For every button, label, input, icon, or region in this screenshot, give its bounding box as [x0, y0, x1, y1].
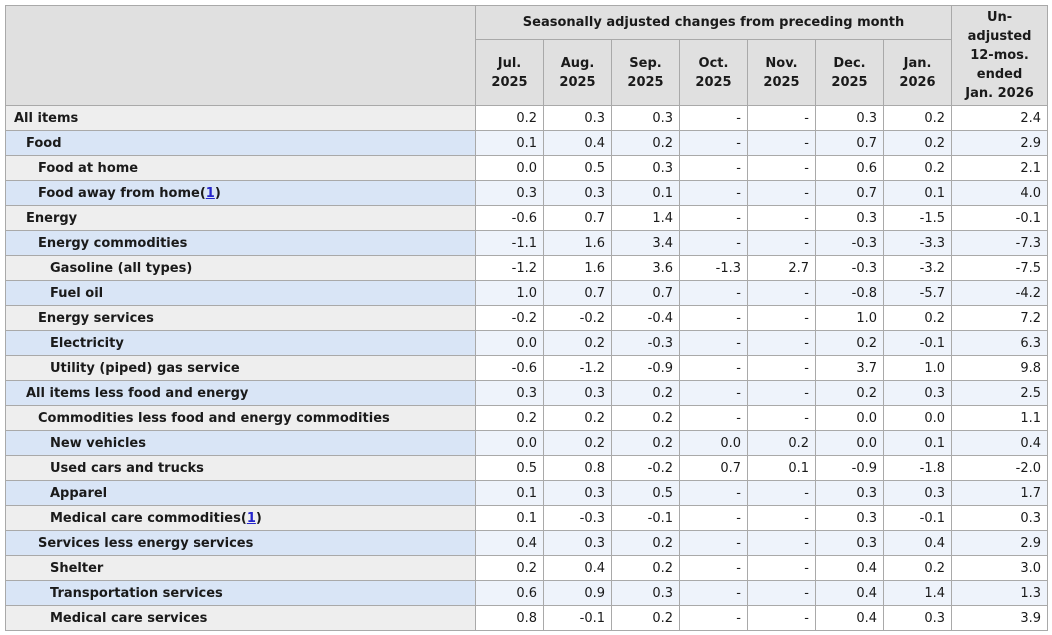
value-cell: -	[748, 606, 816, 631]
value-cell: 0.2	[884, 131, 952, 156]
footnote-link[interactable]: 1	[246, 510, 256, 526]
value-cell: 0.0	[816, 431, 884, 456]
value-cell: 0.3	[544, 381, 612, 406]
value-cell: 0.1	[884, 181, 952, 206]
value-cell: -0.4	[612, 306, 680, 331]
row-label: New vehicles	[50, 435, 146, 451]
value-cell: -0.3	[544, 506, 612, 531]
value-cell: 0.3	[544, 181, 612, 206]
row-label: All items less food and energy	[26, 385, 249, 401]
value-cell: -	[748, 181, 816, 206]
value-cell: 0.4	[816, 581, 884, 606]
value-cell: 0.7	[816, 181, 884, 206]
row-label: Shelter	[50, 560, 104, 576]
row-label: All items	[14, 110, 79, 126]
value-cell: -	[680, 406, 748, 431]
value-cell: -	[680, 606, 748, 631]
item-column-header	[6, 6, 476, 106]
unadjusted-header-line: adjusted	[967, 29, 1032, 44]
row-label-cell	[6, 556, 476, 581]
unadjusted-value-cell: 0.4	[952, 431, 1048, 456]
value-cell: 0.1	[476, 506, 544, 531]
table-row	[6, 131, 1048, 156]
month-header-aug-2025	[544, 40, 612, 106]
table-row	[6, 356, 1048, 381]
value-cell: 0.6	[816, 156, 884, 181]
unadjusted-value-cell: 2.1	[952, 156, 1048, 181]
unadjusted-value-cell: 3.0	[952, 556, 1048, 581]
value-cell: 0.3	[884, 481, 952, 506]
value-cell: 3.7	[816, 356, 884, 381]
row-label-cell	[6, 281, 476, 306]
month-abbr: Oct.	[698, 55, 729, 71]
value-cell: 0.3	[544, 481, 612, 506]
value-cell: 0.2	[544, 406, 612, 431]
value-cell: 0.3	[816, 531, 884, 556]
table-row	[6, 431, 1048, 456]
table-row	[6, 331, 1048, 356]
value-cell: -1.8	[884, 456, 952, 481]
value-cell: -	[680, 356, 748, 381]
table-row	[6, 606, 1048, 631]
value-cell: 0.7	[816, 131, 884, 156]
table-row	[6, 181, 1048, 206]
row-label-cell	[6, 231, 476, 256]
value-cell: 0.2	[612, 381, 680, 406]
row-label: Gasoline (all types)	[50, 260, 193, 276]
row-label: Food	[26, 135, 62, 151]
value-cell: 0.2	[612, 531, 680, 556]
unadjusted-header-line: 12-mos.	[970, 48, 1029, 63]
value-cell: 1.0	[884, 356, 952, 381]
unadjusted-value-cell: 1.7	[952, 481, 1048, 506]
value-cell: -1.1	[476, 231, 544, 256]
value-cell: 0.3	[884, 381, 952, 406]
value-cell: -	[748, 581, 816, 606]
row-label-cell	[6, 581, 476, 606]
value-cell: -0.3	[816, 256, 884, 281]
value-cell: 0.4	[816, 556, 884, 581]
row-label-cell	[6, 406, 476, 431]
month-abbr: Jan.	[903, 55, 932, 71]
value-cell: -0.3	[612, 331, 680, 356]
unadjusted-header-text	[965, 10, 1034, 101]
value-cell: 0.2	[884, 106, 952, 131]
row-label-cell	[6, 306, 476, 331]
value-cell: -	[680, 206, 748, 231]
row-label-cell	[6, 431, 476, 456]
value-cell: -	[680, 106, 748, 131]
value-cell: 0.1	[476, 131, 544, 156]
value-cell: 0.3	[612, 106, 680, 131]
value-cell: 2.7	[748, 256, 816, 281]
value-cell: -	[680, 306, 748, 331]
table-row	[6, 281, 1048, 306]
unadjusted-value-cell: -4.2	[952, 281, 1048, 306]
row-label: Apparel	[50, 485, 108, 501]
unadjusted-value-cell: 4.0	[952, 181, 1048, 206]
value-cell: 0.2	[612, 131, 680, 156]
value-cell: -5.7	[884, 281, 952, 306]
value-cell: 0.4	[884, 531, 952, 556]
value-cell: 0.3	[544, 106, 612, 131]
unadjusted-value-cell: 6.3	[952, 331, 1048, 356]
value-cell: -0.1	[612, 506, 680, 531]
value-cell: -	[748, 481, 816, 506]
unadjusted-value-cell: 2.5	[952, 381, 1048, 406]
value-cell: -	[680, 506, 748, 531]
value-cell: -	[680, 556, 748, 581]
value-cell: -	[748, 306, 816, 331]
value-cell: -0.9	[816, 456, 884, 481]
month-abbr: Sep.	[629, 55, 662, 71]
value-cell: -0.3	[816, 231, 884, 256]
value-cell: -	[748, 206, 816, 231]
row-label: Energy services	[38, 310, 154, 326]
row-label: Energy	[26, 210, 78, 226]
unadjusted-value-cell: 1.1	[952, 406, 1048, 431]
month-header-jul-2025	[476, 40, 544, 106]
month-header-sep-2025	[612, 40, 680, 106]
value-cell: 1.0	[816, 306, 884, 331]
value-cell: 0.3	[612, 581, 680, 606]
row-label: Energy commodities	[38, 235, 188, 251]
table-row	[6, 206, 1048, 231]
value-cell: 0.1	[748, 456, 816, 481]
table-row	[6, 556, 1048, 581]
value-cell: 0.3	[476, 381, 544, 406]
value-cell: 0.1	[476, 481, 544, 506]
row-label: Medical care commodities	[50, 510, 241, 526]
value-cell: 0.2	[748, 431, 816, 456]
cpi-table	[5, 5, 1048, 631]
month-abbr: Jul.	[497, 55, 522, 71]
value-cell: -1.2	[544, 356, 612, 381]
value-cell: 0.2	[816, 331, 884, 356]
row-label-cell	[6, 131, 476, 156]
value-cell: -0.2	[612, 456, 680, 481]
row-label-cell	[6, 331, 476, 356]
value-cell: 0.2	[816, 381, 884, 406]
row-label-cell	[6, 356, 476, 381]
row-label: Services less energy services	[38, 535, 254, 551]
value-cell: -	[748, 281, 816, 306]
row-label-cell	[6, 456, 476, 481]
table-row	[6, 381, 1048, 406]
value-cell: 0.7	[612, 281, 680, 306]
value-cell: -	[748, 506, 816, 531]
row-label-cell: Medical care commodities(1)	[6, 506, 476, 531]
table-row	[6, 106, 1048, 131]
value-cell: 0.6	[476, 581, 544, 606]
value-cell: 0.2	[612, 556, 680, 581]
month-year: 2025	[491, 74, 528, 90]
value-cell: 0.2	[476, 406, 544, 431]
value-cell: 0.0	[476, 431, 544, 456]
month-abbr: Dec.	[833, 55, 866, 71]
value-cell: -	[680, 331, 748, 356]
unadjusted-value-cell: -2.0	[952, 456, 1048, 481]
unadjusted-value-cell: -0.1	[952, 206, 1048, 231]
month-abbr: Nov.	[765, 55, 798, 71]
value-cell: -	[748, 156, 816, 181]
value-cell: 0.0	[476, 331, 544, 356]
table-row	[6, 306, 1048, 331]
value-cell: 0.1	[884, 431, 952, 456]
table-header	[6, 6, 1048, 106]
row-label: Food at home	[38, 160, 139, 176]
value-cell: -	[748, 356, 816, 381]
value-cell: 0.3	[884, 606, 952, 631]
row-label: Used cars and trucks	[50, 460, 204, 476]
value-cell: 0.0	[816, 406, 884, 431]
value-cell: 0.3	[816, 206, 884, 231]
month-header-dec-2025	[816, 40, 884, 106]
value-cell: 0.9	[544, 581, 612, 606]
value-cell: -0.9	[612, 356, 680, 381]
month-header-jan-2026	[884, 40, 952, 106]
value-cell: 0.2	[884, 556, 952, 581]
value-cell: -	[680, 281, 748, 306]
month-header-nov-2025	[748, 40, 816, 106]
value-cell: -1.3	[680, 256, 748, 281]
value-cell: 0.8	[544, 456, 612, 481]
value-cell: 0.5	[544, 156, 612, 181]
value-cell: 0.0	[680, 431, 748, 456]
row-label-cell	[6, 206, 476, 231]
unadjusted-column-header	[952, 6, 1048, 106]
value-cell: -	[680, 481, 748, 506]
value-cell: 0.3	[816, 506, 884, 531]
value-cell: 0.7	[544, 206, 612, 231]
value-cell: -	[680, 181, 748, 206]
row-label: Food away from home	[38, 185, 200, 201]
month-abbr: Aug.	[560, 55, 595, 71]
value-cell: 0.2	[612, 431, 680, 456]
value-cell: -0.1	[544, 606, 612, 631]
value-cell: 3.6	[612, 256, 680, 281]
value-cell: 3.4	[612, 231, 680, 256]
month-year: 2025	[627, 74, 664, 90]
footnote-link[interactable]: 1	[205, 185, 215, 201]
month-year: 2025	[695, 74, 732, 90]
unadjusted-value-cell: -7.3	[952, 231, 1048, 256]
value-cell: 0.3	[476, 181, 544, 206]
value-cell: 0.2	[612, 406, 680, 431]
value-cell: 0.2	[544, 431, 612, 456]
unadjusted-value-cell: 2.9	[952, 531, 1048, 556]
month-header-oct-2025	[680, 40, 748, 106]
value-cell: -0.1	[884, 506, 952, 531]
value-cell: -1.2	[476, 256, 544, 281]
table-row	[6, 531, 1048, 556]
value-cell: -	[748, 231, 816, 256]
row-label: Fuel oil	[50, 285, 104, 301]
seasonally-adjusted-band-header: Seasonally adjusted changes from preceding month	[476, 6, 952, 40]
value-cell: -1.5	[884, 206, 952, 231]
month-year: 2025	[763, 74, 800, 90]
value-cell: -	[748, 106, 816, 131]
table-body	[6, 106, 1048, 631]
row-label-cell	[6, 606, 476, 631]
value-cell: -	[680, 231, 748, 256]
value-cell: 1.0	[476, 281, 544, 306]
table-row	[6, 456, 1048, 481]
month-year: 2025	[559, 74, 596, 90]
row-label: Medical care services	[50, 610, 208, 626]
month-year: 2026	[899, 74, 936, 90]
row-label-cell	[6, 156, 476, 181]
value-cell: 0.4	[816, 606, 884, 631]
value-cell: 0.1	[612, 181, 680, 206]
value-cell: -3.3	[884, 231, 952, 256]
value-cell: -0.6	[476, 356, 544, 381]
row-label-cell	[6, 481, 476, 506]
unadjusted-header-line: Un-	[986, 10, 1013, 25]
table-row	[6, 256, 1048, 281]
value-cell: 0.4	[544, 556, 612, 581]
value-cell: 0.2	[476, 106, 544, 131]
value-cell: -0.8	[816, 281, 884, 306]
value-cell: 0.0	[476, 156, 544, 181]
unadjusted-value-cell: 1.3	[952, 581, 1048, 606]
value-cell: -	[680, 381, 748, 406]
value-cell: 1.4	[612, 206, 680, 231]
unadjusted-value-cell: 3.9	[952, 606, 1048, 631]
table-row	[6, 581, 1048, 606]
value-cell: -	[748, 381, 816, 406]
row-label-cell	[6, 531, 476, 556]
value-cell: 0.2	[884, 156, 952, 181]
value-cell: 1.6	[544, 231, 612, 256]
value-cell: -	[748, 531, 816, 556]
value-cell: -3.2	[884, 256, 952, 281]
value-cell: -	[748, 556, 816, 581]
value-cell: -	[680, 156, 748, 181]
unadjusted-value-cell: 0.3	[952, 506, 1048, 531]
value-cell: 0.7	[544, 281, 612, 306]
value-cell: 0.0	[884, 406, 952, 431]
value-cell: -	[680, 131, 748, 156]
unadjusted-header-line: ended	[976, 67, 1023, 82]
value-cell: 0.2	[476, 556, 544, 581]
value-cell: -0.6	[476, 206, 544, 231]
value-cell: 0.4	[544, 131, 612, 156]
row-label: Electricity	[50, 335, 124, 351]
row-label: Utility (piped) gas service	[50, 360, 240, 376]
unadjusted-value-cell: -7.5	[952, 256, 1048, 281]
value-cell: -	[748, 331, 816, 356]
unadjusted-value-cell: 9.8	[952, 356, 1048, 381]
value-cell: 0.3	[816, 481, 884, 506]
value-cell: -	[748, 131, 816, 156]
table-row	[6, 406, 1048, 431]
value-cell: 1.6	[544, 256, 612, 281]
value-cell: 0.5	[476, 456, 544, 481]
value-cell: -0.1	[884, 331, 952, 356]
value-cell: 0.3	[544, 531, 612, 556]
value-cell: 0.2	[544, 331, 612, 356]
value-cell: 0.7	[680, 456, 748, 481]
value-cell: 1.4	[884, 581, 952, 606]
row-label-cell	[6, 106, 476, 131]
row-label: Transportation services	[50, 585, 223, 601]
value-cell: -0.2	[544, 306, 612, 331]
value-cell: 0.2	[884, 306, 952, 331]
table-row	[6, 506, 1048, 531]
unadjusted-header-line: Jan. 2026	[965, 86, 1034, 101]
table-row	[6, 156, 1048, 181]
unadjusted-value-cell: 2.9	[952, 131, 1048, 156]
value-cell: 0.3	[816, 106, 884, 131]
unadjusted-value-cell: 2.4	[952, 106, 1048, 131]
value-cell: 0.4	[476, 531, 544, 556]
value-cell: -	[680, 531, 748, 556]
unadjusted-value-cell: 7.2	[952, 306, 1048, 331]
value-cell: 0.5	[612, 481, 680, 506]
row-label-cell	[6, 256, 476, 281]
value-cell: 0.2	[612, 606, 680, 631]
value-cell: -	[748, 406, 816, 431]
row-label-cell	[6, 381, 476, 406]
value-cell: 0.8	[476, 606, 544, 631]
table-row	[6, 481, 1048, 506]
row-label-cell: Food away from home(1)	[6, 181, 476, 206]
row-label: Commodities less food and energy commodities	[38, 410, 390, 426]
table-row	[6, 231, 1048, 256]
value-cell: -0.2	[476, 306, 544, 331]
value-cell: 0.3	[612, 156, 680, 181]
value-cell: -	[680, 581, 748, 606]
month-year: 2025	[831, 74, 868, 90]
